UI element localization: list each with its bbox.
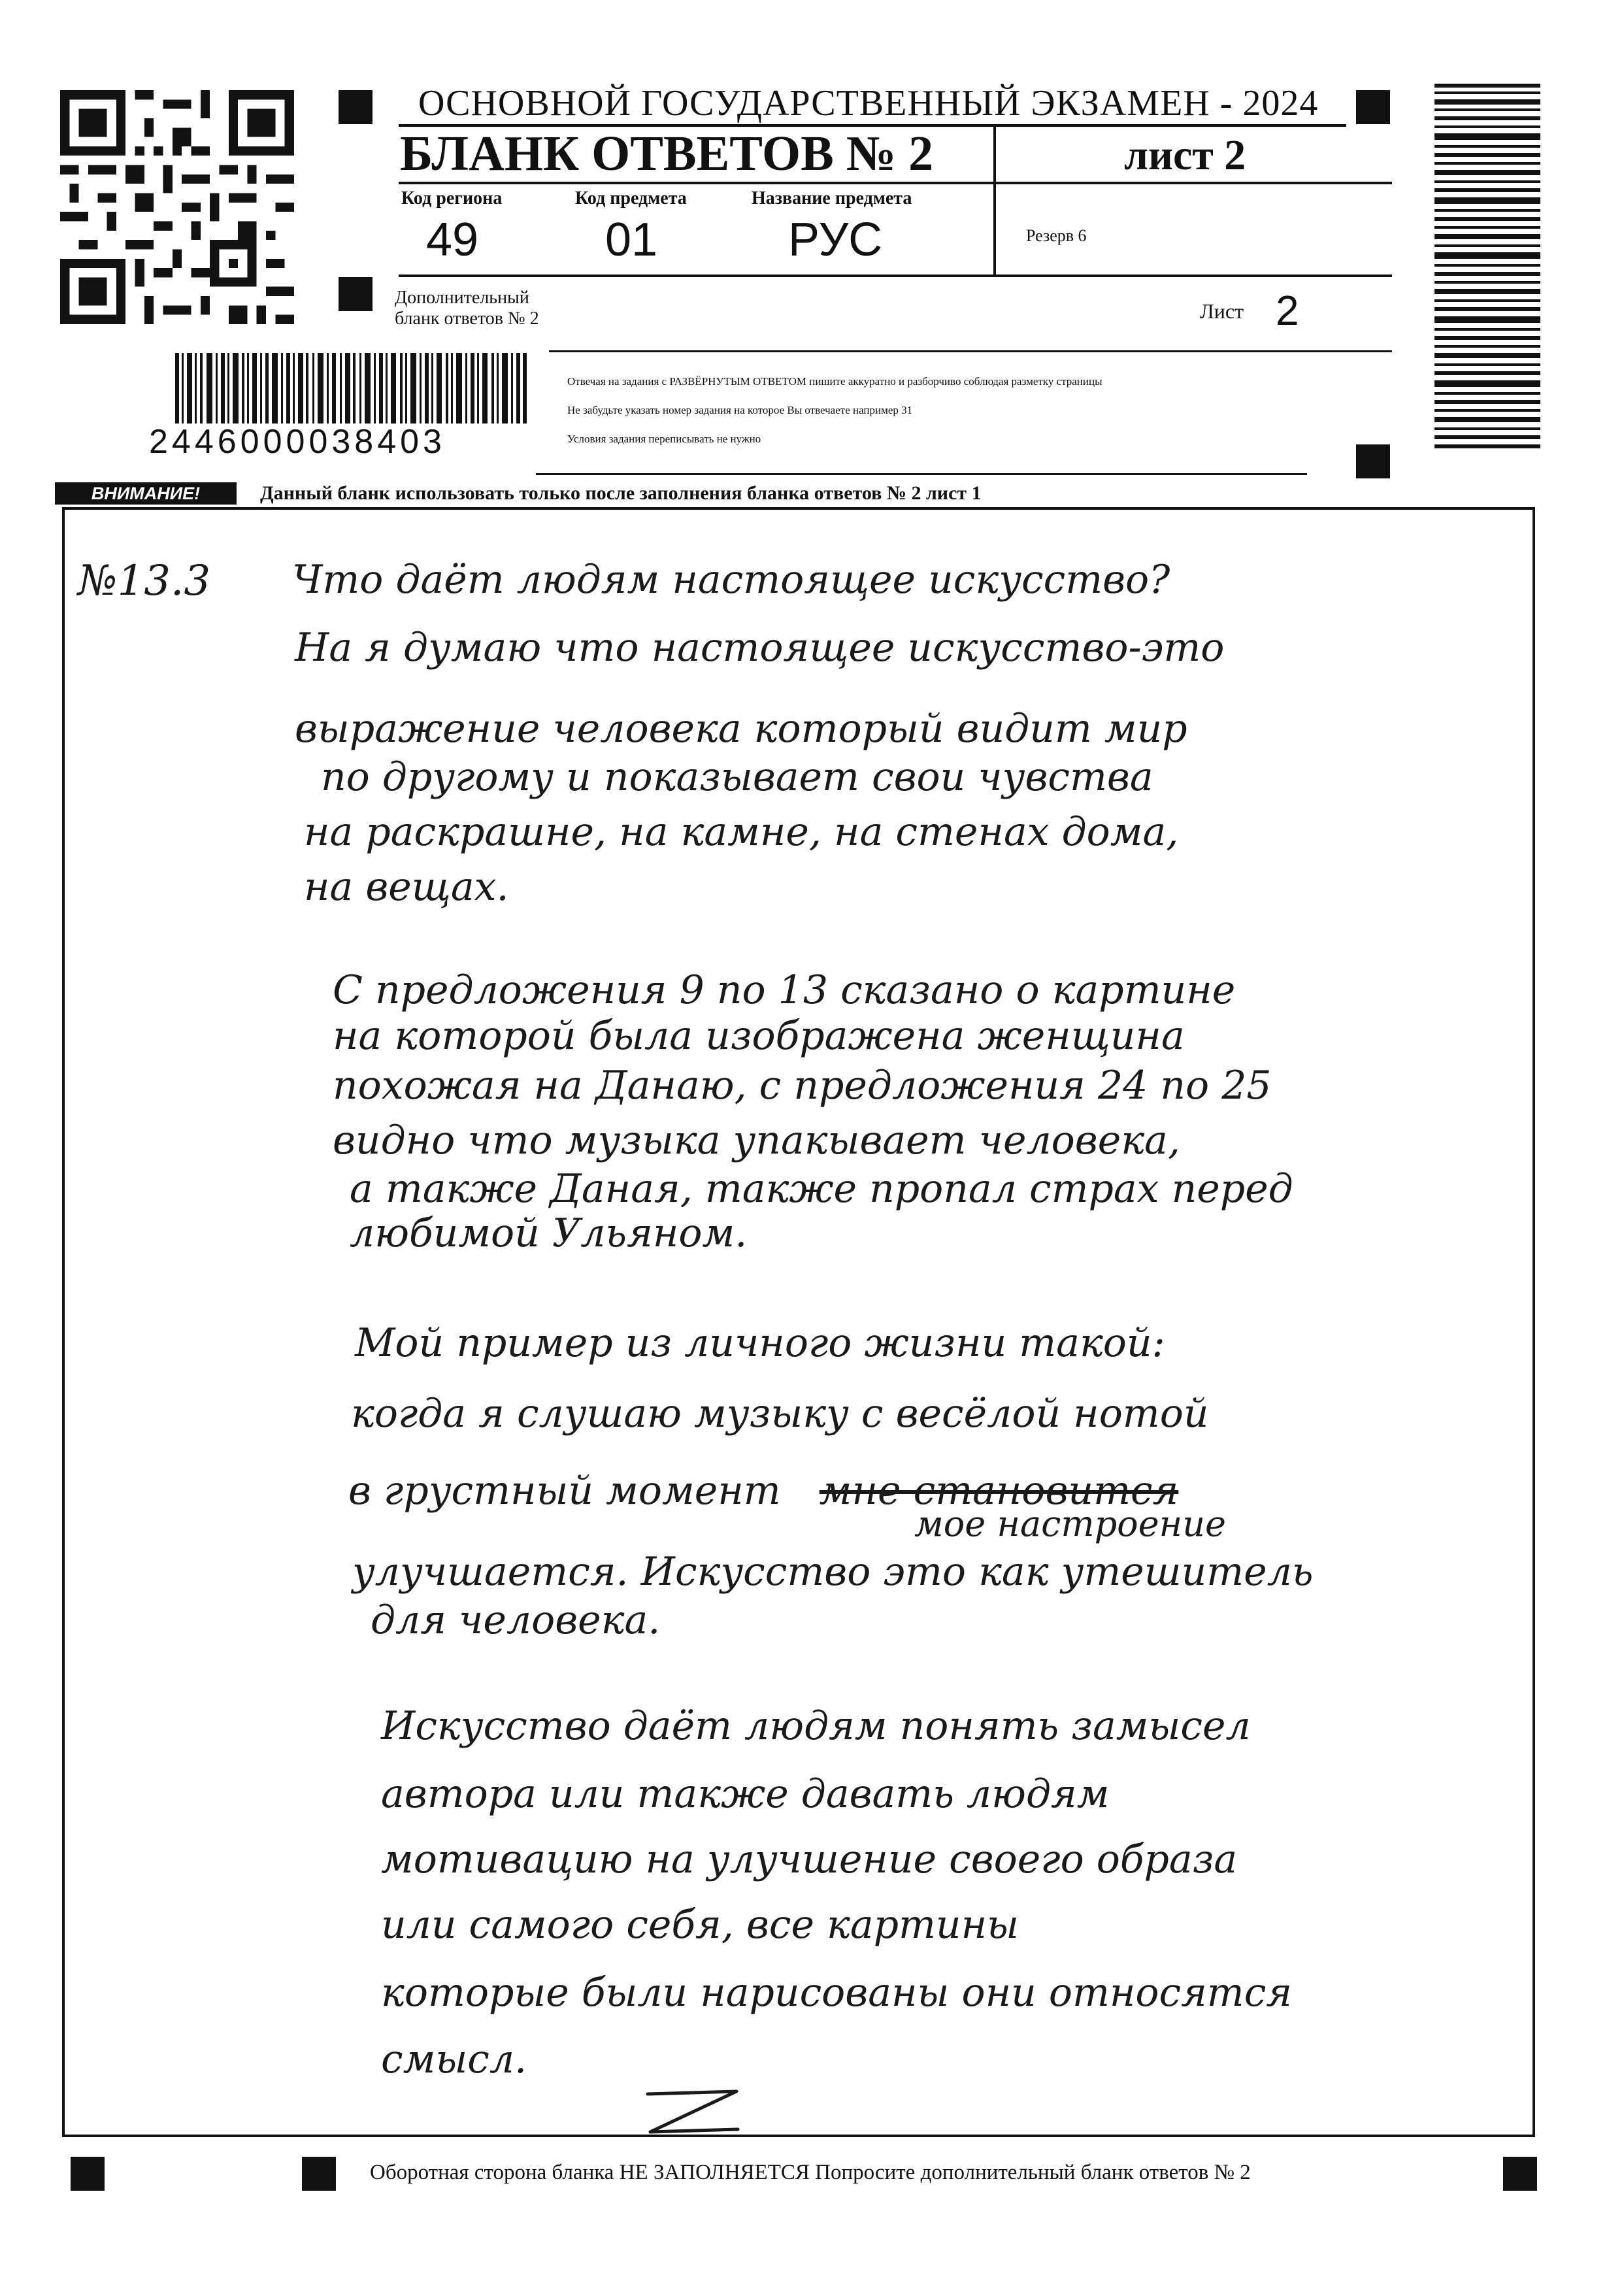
header-divider <box>993 125 996 277</box>
answer-line: смысл. <box>381 2036 527 2082</box>
answer-line: Что даёт людям настоящее искусство? <box>292 557 1170 603</box>
answer-area <box>62 507 1535 2137</box>
instruction-line: Не забудьте указать номер задания на которое Вы отвечаете например 31 <box>567 404 913 416</box>
answer-line: на раскрашне, на камне, на стенах дома, <box>304 809 1179 855</box>
registration-mark <box>339 277 373 311</box>
answer-line: выражение человека который видит мир <box>295 706 1187 752</box>
region-value: 49 <box>426 214 479 266</box>
barcode-number: 2446000038403 <box>149 423 446 461</box>
registration-mark <box>302 2157 336 2191</box>
answer-line: похожая на Данаю, с предложения 24 по 25 <box>333 1063 1272 1108</box>
answer-line: С предложения 9 по 13 сказано о картине <box>333 967 1236 1013</box>
registration-mark <box>71 2157 105 2191</box>
subject-name-label: Название предмета <box>752 188 912 208</box>
subject-code-label: Код предмета <box>575 188 687 208</box>
sheet-no-label: Лист <box>1200 299 1244 323</box>
barcode <box>175 353 528 424</box>
answer-line: по другому и показывает свои чувства <box>321 754 1153 800</box>
answer-line: На я думаю что настоящее искусство-это <box>295 625 1225 671</box>
additional-label-line: бланк ответов № 2 <box>395 308 539 329</box>
answer-line: для человека. <box>371 1597 661 1643</box>
footer-text: Оборотная сторона бланка НЕ ЗАПОЛНЯЕТСЯ Попросите дополнительный бланк ответов № 2 <box>370 2161 1251 2184</box>
header-rule <box>536 473 1307 475</box>
inserted-text: мое настроение <box>914 1503 1226 1544</box>
registration-mark <box>339 90 373 124</box>
answer-line: которые были нарисованы они относятся <box>381 1970 1293 2016</box>
answer-line: на вещах. <box>304 864 509 910</box>
side-barcode <box>1434 84 1540 450</box>
qr-code <box>60 90 294 324</box>
handwritten-answer <box>65 510 1533 2135</box>
reserve-label: Резерв 6 <box>1026 226 1087 245</box>
subject-code-value: 01 <box>605 214 658 266</box>
struck-text: мне становится <box>819 1468 1179 1514</box>
header-rule <box>399 182 1392 184</box>
header-rule <box>399 274 1392 277</box>
answer-line: Мой пример из личного жизни такой: <box>355 1320 1165 1366</box>
sheet-no-value: 2 <box>1276 287 1299 334</box>
instruction-line: Условия задания переписывать не нужно <box>567 433 761 445</box>
z-mark <box>640 2086 744 2138</box>
task-number: №13.3 <box>78 557 211 605</box>
answer-line: на которой была изображена женщина <box>333 1013 1185 1059</box>
answer-line: улучшается. Искусство это как утешитель <box>352 1549 1314 1595</box>
subject-name-value: РУС <box>788 214 883 266</box>
region-label: Код региона <box>401 188 503 208</box>
warning-text: Данный бланк использовать только после заполнения бланка ответов № 2 лист 1 <box>260 482 982 504</box>
answer-line: когда я слушаю музыку с весёлой нотой <box>351 1391 1209 1437</box>
answer-line: или самого себя, все картины <box>381 1902 1019 1948</box>
registration-mark <box>1503 2157 1537 2191</box>
sheet-label: лист 2 <box>1124 131 1246 179</box>
answer-line-text: в грустный момент <box>348 1468 781 1514</box>
additional-label-line: Дополнительный <box>395 288 529 308</box>
registration-mark <box>1356 444 1390 478</box>
additional-label <box>395 288 539 329</box>
answer-line: а также Даная, также пропал страх перед <box>350 1166 1293 1212</box>
form-title: БЛАНК ОТВЕТОВ № 2 <box>400 126 934 181</box>
answer-line: видно что музыка упакывает человека, <box>333 1118 1180 1163</box>
instructions <box>567 367 1102 454</box>
answer-line: любимой Ульяном. <box>350 1210 748 1256</box>
warning-badge: ВНИМАНИЕ! <box>55 482 237 505</box>
instruction-line: Отвечая на задания с РАЗВЁРНУТЫМ ОТВЕТОМ пишите аккуратно и разборчиво соблюдая разметку страницы <box>567 375 1102 388</box>
warning-bar <box>55 482 1575 505</box>
registration-mark <box>1356 90 1390 124</box>
exam-title: ОСНОВНОЙ ГОСУДАРСТВЕННЫЙ ЭКЗАМЕН - 2024 <box>418 83 1319 124</box>
answer-line: Искусство даёт людям понять замысел <box>381 1703 1251 1749</box>
answer-line: автора или также давать людям <box>381 1771 1110 1817</box>
answer-line: мотивацию на улучшение своего образа <box>381 1837 1238 1882</box>
header-rule <box>549 350 1392 352</box>
